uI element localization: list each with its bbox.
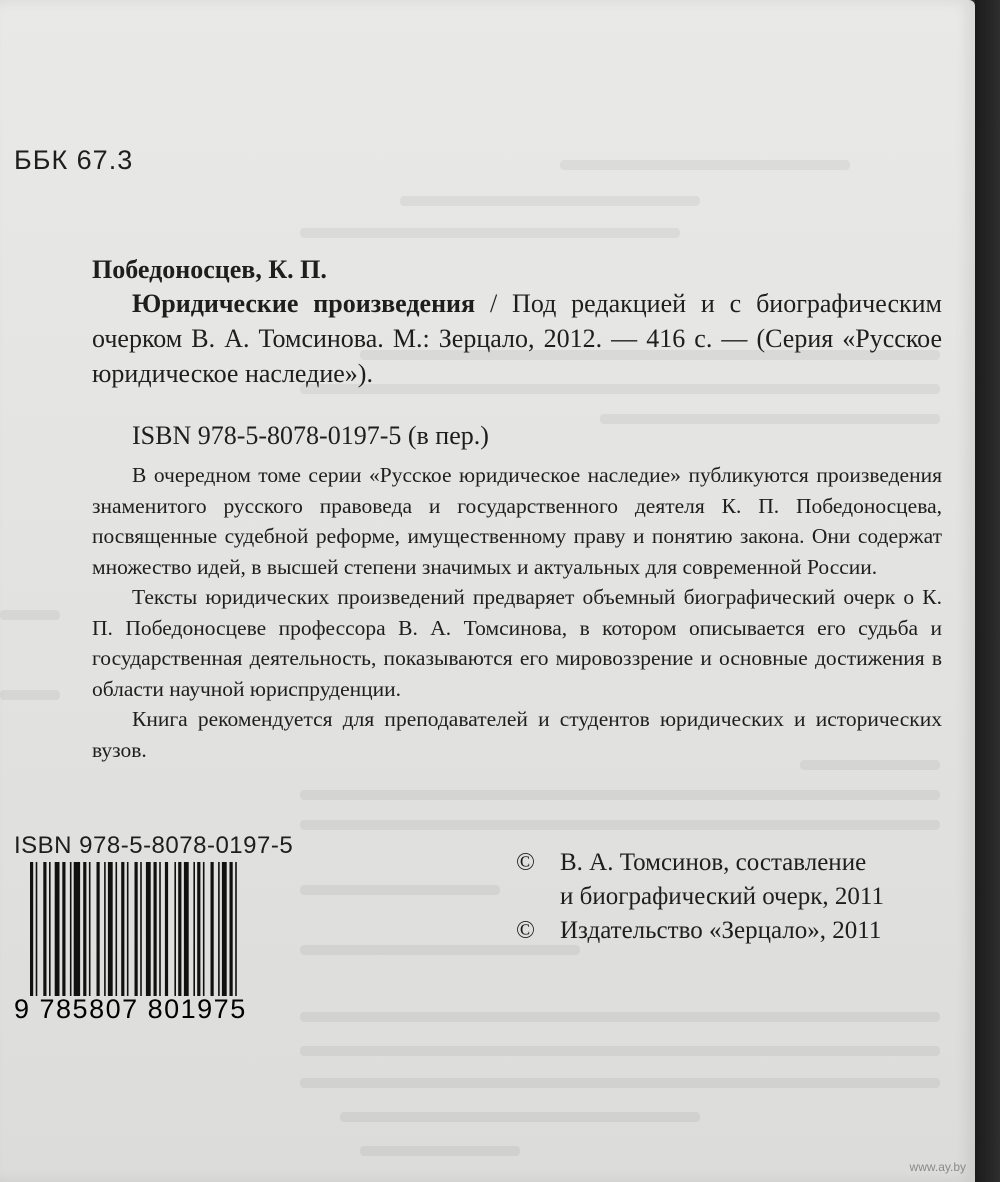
barcode-bar [36, 862, 38, 996]
barcode-bar [108, 862, 113, 996]
barcode-bar [218, 862, 220, 996]
barcode-bar [62, 862, 65, 996]
barcode-bar [197, 862, 200, 996]
barcode-bar [146, 862, 151, 996]
barcode-bar [140, 862, 142, 996]
copyright-line-3: Издательство «Зерцало», 2011 [560, 917, 882, 944]
barcode-bar [116, 862, 118, 996]
barcode-isbn-label: ISBN 978-5-8078-0197-5 [14, 832, 294, 859]
barcode-bar [127, 862, 129, 996]
copyright-block [516, 846, 946, 948]
copyright-line-2: и биографический очерк, 2011 [560, 883, 884, 910]
barcode-bar [83, 862, 86, 996]
barcode-bar [159, 862, 161, 996]
author-name: Победоносцев, К. П. [92, 255, 327, 284]
barcode-bar [230, 862, 233, 996]
barcode-bar [184, 862, 189, 996]
barcode-bar [30, 862, 33, 996]
annotation-paragraph: Книга рекомендуется для преподавателей и студентов юридических и исторических вузов. [92, 707, 942, 762]
barcode-bar [49, 862, 51, 996]
annotation-paragraph: Тексты юридических произведений предваряет объемный биографический очерк о К. П. Победоносцеве профессора В. А. Томсинова, в котором описывается его судьба и государственная деятельность, показываются его мировоззрение и основные достижения в области научной юриспруденции. [92, 585, 942, 701]
barcode-bar [74, 862, 80, 996]
barcode-bar [178, 862, 181, 996]
book-cover-edge [975, 0, 1000, 1182]
barcode-bar [89, 862, 91, 996]
annotation [92, 460, 942, 765]
barcode-bar [43, 862, 46, 996]
copyright-line-1: В. А. Томсинов, составление [560, 849, 867, 876]
barcode-bar [70, 862, 72, 996]
barcode-bar [121, 862, 124, 996]
watermark: www.ay.by [909, 1160, 966, 1174]
barcode-bar [55, 862, 60, 996]
barcode-bar [165, 862, 168, 996]
barcode-digits: 9 785807 801975 [14, 994, 247, 1024]
bibliographic-details: / Под редакцией и с биографическим очерком В. А. Томсинова. М.: Зерцало, 2012. — 416 с. — (Серия «Русское юридическое наследие»). [92, 289, 942, 388]
barcode-bar [174, 862, 176, 996]
bibliographic-reference [92, 286, 942, 391]
copyright-symbol: © [516, 917, 535, 944]
barcode-bar [211, 862, 214, 996]
barcode-bar [203, 862, 205, 996]
book-title: Юридические произведения [132, 289, 476, 318]
barcode-bar [135, 862, 138, 996]
barcode-bar [222, 862, 227, 996]
annotation-paragraph: В очередном томе серии «Русское юридическое наследие» публикуются произведения знаменитого русского правоведа и государственного деятеля К. П. Победоносцева, посвященные судебной реформе, имущественному праву и понятию закона. Они содержат множество идей, в высшей степени значимых и актуальных для современной России. [92, 463, 942, 579]
barcode-bar [104, 862, 106, 996]
bbk-classification: ББК 67.3 [14, 145, 134, 175]
isbn-line: ISBN 978-5-8078-0197-5 (в пер.) [132, 421, 489, 450]
barcode-bar [154, 862, 157, 996]
barcode-bar [193, 862, 195, 996]
isbn-barcode [28, 862, 284, 996]
copyright-symbol: © [516, 849, 535, 876]
barcode-bar [97, 862, 100, 996]
barcode-bar [235, 862, 237, 996]
